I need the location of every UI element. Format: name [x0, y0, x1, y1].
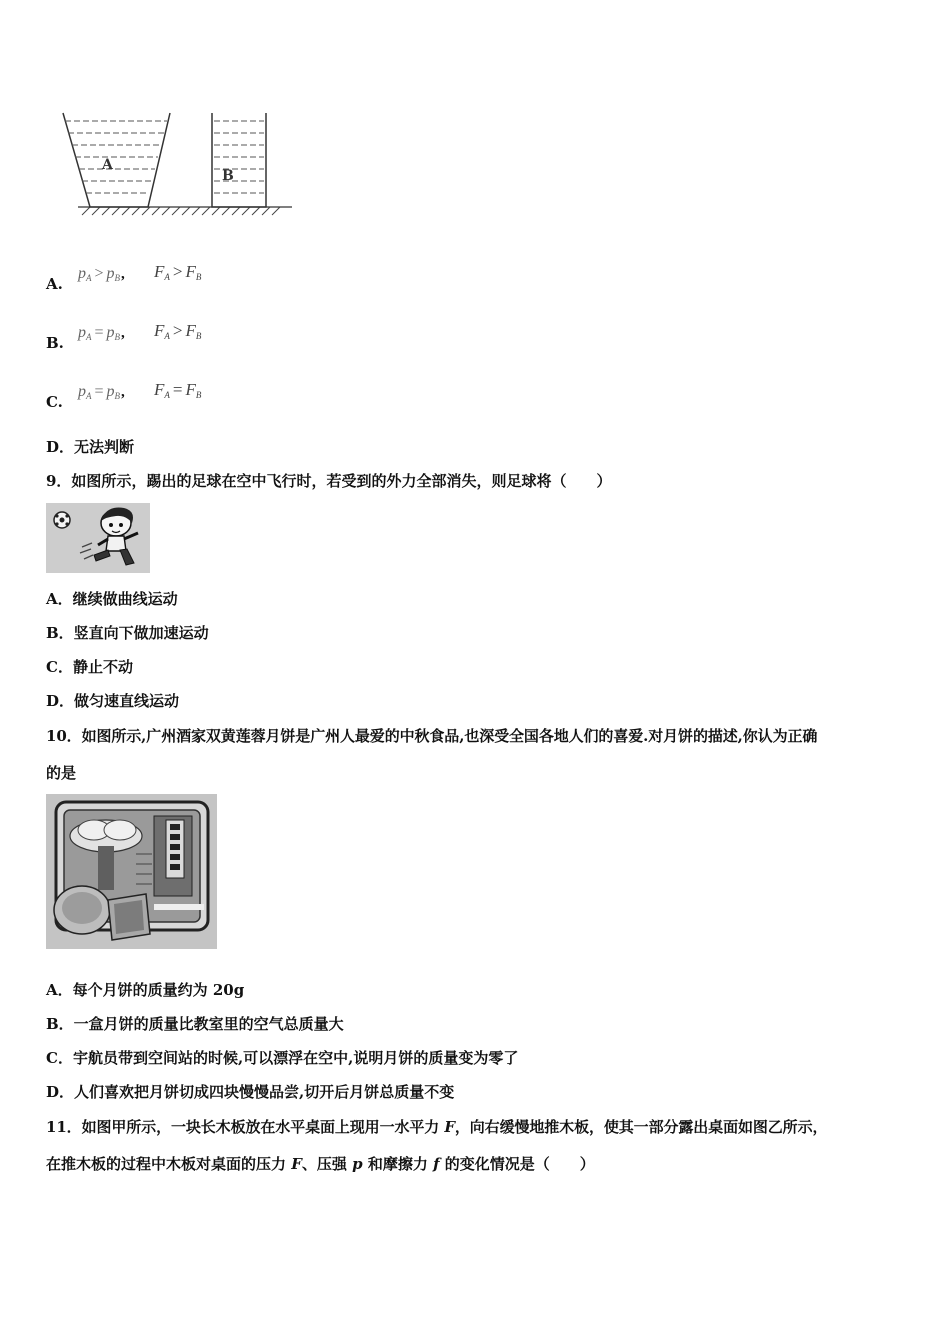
q9-option-a[interactable]: A．继续做曲线运动 [46, 590, 178, 608]
option-letter: B. [46, 334, 64, 352]
container-b-label: B [222, 168, 234, 184]
q10-option-a[interactable]: A．每个月饼的质量约为 20g [46, 981, 245, 999]
container-a-label: A [102, 157, 113, 173]
q10-option-c[interactable]: C．宇航员带到空间站的时候,可以漂浮在空中,说明月饼的质量变为零了 [46, 1049, 519, 1067]
figure-containers-a-b [60, 105, 300, 220]
q8-option-d[interactable]: D．无法判断 [46, 438, 135, 456]
q10-option-d[interactable]: D．人们喜欢把月饼切成四块慢慢品尝,切开后月饼总质量不变 [46, 1083, 455, 1101]
pressure-relation: $p_A = p_B$, [78, 324, 125, 342]
q9-option-d[interactable]: D．做匀速直线运动 [46, 692, 180, 710]
force-relation: $F_A > F_B$ [154, 262, 202, 282]
force-relation: $F_A > F_B$ [154, 321, 202, 341]
option-letter: A. [46, 275, 63, 293]
pressure-relation: $p_A = p_B$, [78, 383, 125, 401]
q10-stem-line2: 的是 [46, 764, 77, 782]
q9-option-c[interactable]: C．静止不动 [46, 658, 133, 676]
option-letter: C. [46, 393, 63, 411]
q10-stem-line1: 10．如图所示,广州酒家双黄莲蓉月饼是广州人最爱的中秋食品,也深受全国各地人们的喜爱.对月饼的描述,你认为正确 [46, 727, 818, 745]
figure-kicked-football [46, 503, 150, 573]
q9-stem: 9．如图所示，踢出的足球在空中飞行时，若受到的外力全部消失，则足球将（ ） [46, 472, 612, 490]
figure-mooncake-box [46, 794, 217, 949]
q11-stem-line1: 11．如图甲所示，一块长木板放在水平桌面上现用一水平力 F，向右缓慢地推木板，使其一部分露出桌面如图乙所示， [46, 1118, 828, 1136]
q11-stem-line2: 在推木板的过程中木板对桌面的压力 F、压强 p 和摩擦力 f 的变化情况是（ ） [46, 1155, 595, 1173]
q10-option-b[interactable]: B．一盒月饼的质量比教室里的空气总质量大 [46, 1015, 344, 1033]
q9-option-b[interactable]: B．竖直向下做加速运动 [46, 624, 209, 642]
pressure-relation: $p_A > p_B$, [78, 265, 125, 283]
force-relation: $F_A = F_B$ [154, 380, 202, 400]
